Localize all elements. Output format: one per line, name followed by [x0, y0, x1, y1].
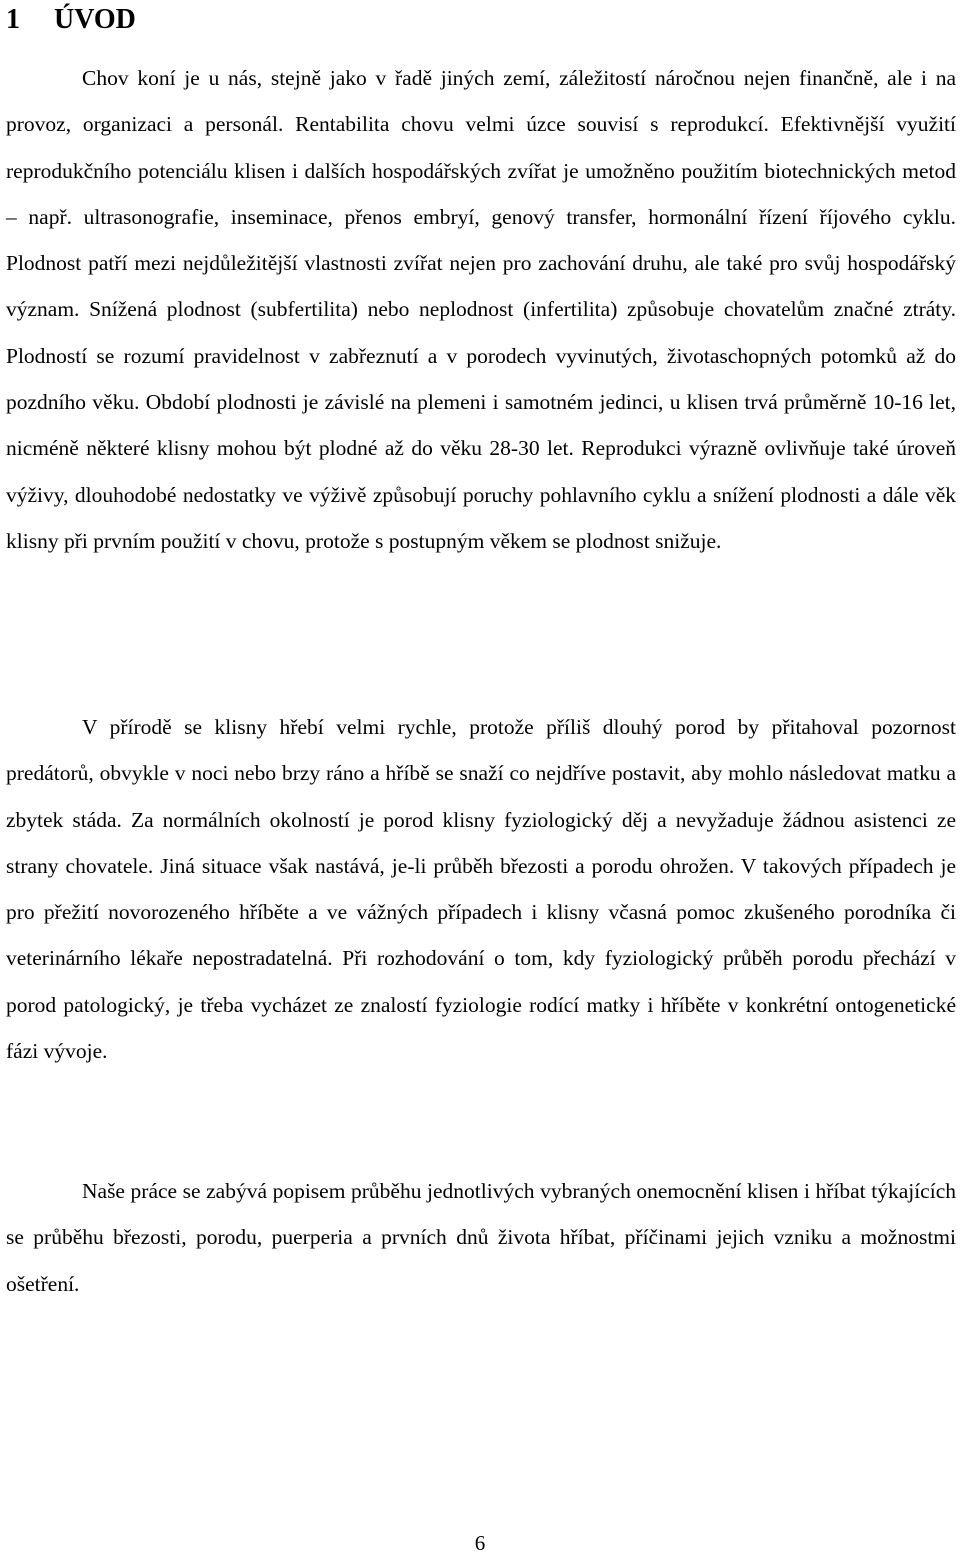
- chapter-number: 1: [6, 4, 20, 35]
- paragraph-aim: Naše práce se zabývá popisem průběhu jednotlivých vybraných onemocnění klisen i hříbat týkajících se průběhu březosti, porodu, puerperia a prvních dnů života hříbat, příčinami jejich vzniku a možnostmi ošetření.: [6, 1179, 956, 1296]
- paragraph-nature: V přírodě se klisny hřebí velmi rychle, protože příliš dlouhý porod by přitahoval pozornost predátorů, obvykle v noci nebo brzy ráno a hříbě se snaží co nejdříve postavit, aby mohlo následovat matku a zbytek stáda. Za normálních okolností je porod klisny fyziologický děj a nevyžaduje žádnou asistenci ze strany chovatele. Jiná situace však nastává, je-li průběh březosti a porodu ohrožen. V takových případech je pro přežití novorozeného hříběte a ve vážných případech i klisny včasná pomoc zkušeného porodníka či veterinárního lékaře nepostradatelná. Při rozhodování o tom, kdy fyziologický průběh porodu přechází v porod patologický, je třeba vycházet ze znalostí fyziologie rodící matky i hříběte v konkrétní ontogenetické fázi vývoje.: [6, 715, 956, 1064]
- chapter-heading: [6, 2, 136, 38]
- page-number: 6: [474, 1531, 486, 1555]
- paragraph-intro: Chov koní je u nás, stejně jako v řadě jiných zemí, záležitostí náročnou nejen finančně, ale i na provoz, organizaci a personál. Rentabilita chovu velmi úzce souvisí s reprodukcí. Efektivnější využití reprodukčního potenciálu klisen i dalších hospodářských zvířat je umožněno použitím biotechnických metod – např. ultrasonografie, inseminace, přenos embryí, genový transfer, hormonální řízení říjového cyklu. Plodnost patří mezi nejdůležitější vlastnosti zvířat nejen pro zachování druhu, ale také pro svůj hospodářský význam. Snížená plodnost (subfertilita) nebo neplodnost (infertilita) způsobuje chovatelům značné ztráty. Plodností se rozumí pravidelnost v zabřeznutí a v porodech vyvinutých, životaschopných potomků až do pozdního věku. Období plodnosti je závislé na plemeni i samotném jedinci, u klisen trvá průměrně 10-16 let, nicméně některé klisny mohou být plodné až do věku 28-30 let. Reprodukci výrazně ovlivňuje také úroveň výživy, dlouhodobé nedostatky ve výživě způsobují poruchy pohlavního cyklu a snížení plodnosti a dále věk klisny při prvním použití v chovu, protože s postupným věkem se plodnost snižuje.: [6, 66, 956, 553]
- chapter-title: ÚVOD: [54, 4, 136, 35]
